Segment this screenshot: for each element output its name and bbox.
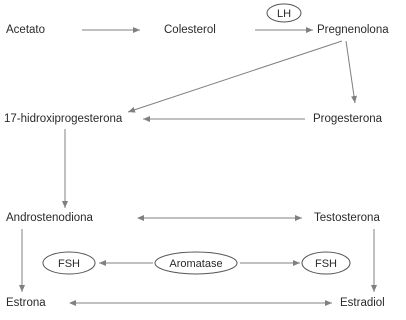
fsh-right-label: FSH [315,258,337,270]
node-pregnenolona: Pregnenolona [317,24,389,36]
node-progesterona: Progesterona [313,113,383,125]
node-testosterona: Testosterona [314,212,380,224]
node-androstenodiona: Androstenodiona [6,212,93,224]
node-estrona: Estrona [6,297,46,309]
arrow-pregnenolona-hidroxiprogesterona [128,41,342,112]
lh-label: LH [276,8,292,20]
node-hidroxiprogesterona: 17-hidroxiprogesterona [4,113,123,125]
node-colesterol: Colesterol [164,24,216,36]
aromatase-label: Aromatase [169,258,223,270]
arrow-pregnenolona-progesterona [346,41,355,103]
node-estradiol: Estradiol [340,297,385,309]
node-acetato: Acetato [6,24,45,36]
fsh-left-label: FSH [58,258,80,270]
